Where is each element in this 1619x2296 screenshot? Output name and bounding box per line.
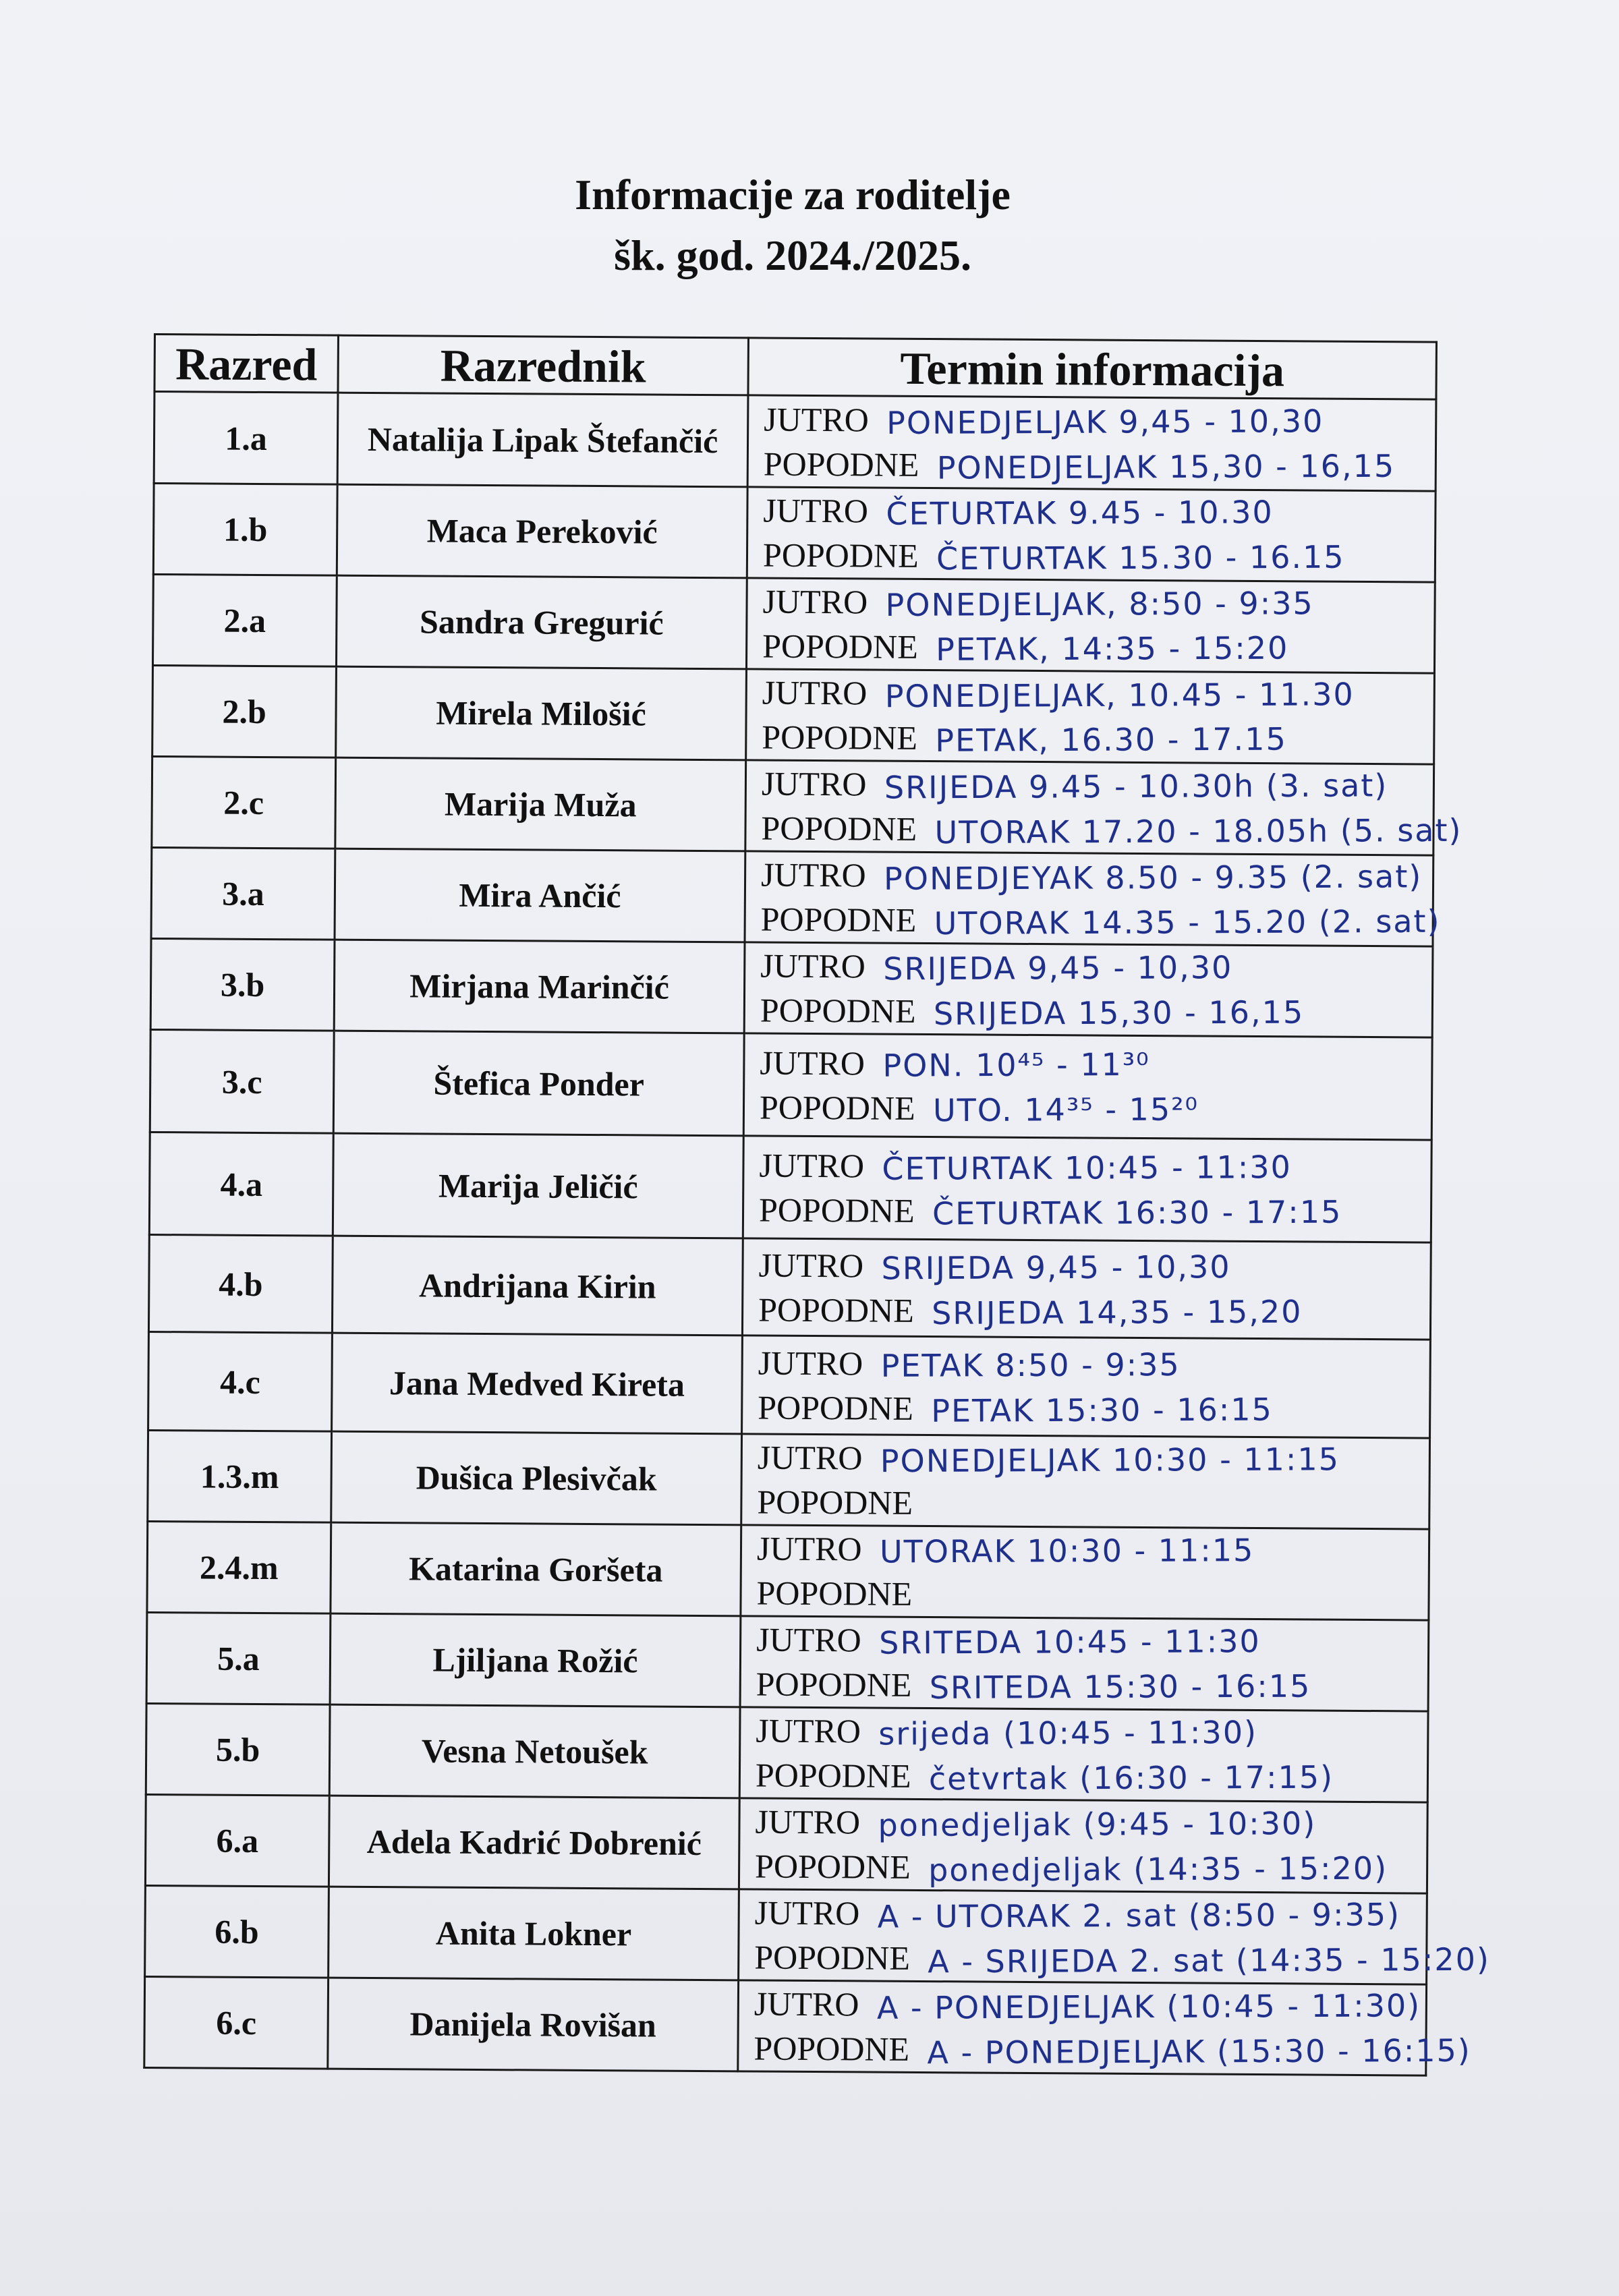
popodne-label: POPODNE <box>762 627 918 666</box>
razrednik-cell: Štefica Ponder <box>333 1031 744 1136</box>
jutro-handwritten-time: SRITEDA 10:45 - 11:30 <box>878 1623 1261 1661</box>
table-row <box>151 847 1433 946</box>
jutro-label: JUTRO <box>756 1529 862 1568</box>
popodne-line <box>758 1287 1429 1336</box>
jutro-line <box>755 1890 1426 1939</box>
popodne-handwritten-time: ponedjeljak (14:35 - 15:20) <box>928 1849 1388 1889</box>
razred-cell: 2.a <box>152 575 337 667</box>
razrednik-cell: Sandra Gregurić <box>336 575 747 669</box>
razred-cell: 4.b <box>148 1234 333 1333</box>
razred-cell: 2.c <box>152 756 336 849</box>
razrednik-cell: Katarina Goršeta <box>331 1522 741 1616</box>
popodne-line <box>755 1843 1426 1892</box>
razrednik-cell: Marija Muža <box>335 757 746 851</box>
termin-cell <box>744 942 1433 1037</box>
header-termin: Termin informacija <box>748 338 1437 399</box>
table-row <box>145 1885 1427 1984</box>
popodne-label: POPODNE <box>760 991 916 1030</box>
termin-cell <box>743 1033 1432 1140</box>
table-row <box>148 1331 1431 1438</box>
jutro-line <box>759 1143 1430 1191</box>
jutro-handwritten-time: A - UTORAK 2. sat (8:50 - 9:35) <box>877 1896 1400 1935</box>
jutro-handwritten-time: PONEDJELJAK 9,45 - 10,30 <box>886 402 1324 441</box>
popodne-label: POPODNE <box>758 1387 914 1427</box>
razrednik-cell: Mirela Milošić <box>336 666 747 760</box>
jutro-line <box>756 1617 1427 1665</box>
termin-cell <box>745 760 1462 855</box>
jutro-label: JUTRO <box>762 673 868 712</box>
popodne-handwritten-time: četvrtak (16:30 - 17:15) <box>928 1758 1334 1798</box>
termin-cell <box>743 1136 1431 1242</box>
popodne-handwritten-time: ČETURTAK 16:30 - 17:15 <box>932 1193 1342 1232</box>
popodne-handwritten-time: PETAK 15:30 - 16:15 <box>930 1391 1273 1429</box>
razrednik-cell: Andrijana Kirin <box>332 1236 743 1336</box>
jutro-line <box>760 1040 1431 1089</box>
schedule-table <box>143 333 1490 2077</box>
termin-cell <box>742 1238 1431 1340</box>
popodne-handwritten-time: SRIJEDA 14,35 - 15,20 <box>931 1293 1303 1331</box>
razred-cell: 2.4.m <box>147 1521 331 1613</box>
razred-cell: 2.b <box>152 666 337 758</box>
razred-cell: 6.a <box>145 1794 329 1887</box>
jutro-handwritten-time: SRIJEDA 9,45 - 10,30 <box>881 1248 1231 1286</box>
termin-cell <box>739 1798 1427 1893</box>
popodne-label: POPODNE <box>757 1483 913 1522</box>
jutro-label: JUTRO <box>760 1043 865 1082</box>
jutro-label: JUTRO <box>757 1438 863 1477</box>
jutro-label: JUTRO <box>755 1802 861 1841</box>
termin-cell <box>738 1980 1471 2075</box>
termin-cell <box>747 487 1436 582</box>
popodne-label: POPODNE <box>756 1574 913 1613</box>
popodne-line <box>760 1085 1431 1133</box>
popodne-line <box>762 624 1433 672</box>
popodne-label: POPODNE <box>755 1756 911 1795</box>
jutro-handwritten-time: PONEDJELJAK, 10.45 - 11.30 <box>884 676 1355 715</box>
razrednik-cell: Anita Lokner <box>329 1887 739 1980</box>
termin-cell <box>746 578 1435 673</box>
jutro-handwritten-time: SRIJEDA 9,45 - 10,30 <box>882 949 1232 987</box>
jutro-handwritten-time: ČETURTAK 9.45 - 10.30 <box>885 494 1274 532</box>
jutro-label: JUTRO <box>754 1984 859 2024</box>
termin-cell <box>745 851 1441 946</box>
razrednik-cell: Adela Kadrić Dobrenić <box>329 1796 739 1889</box>
jutro-handwritten-time: SRIJEDA 9.45 - 10.30h (3. sat) <box>884 767 1388 806</box>
popodne-handwritten-time: ČETURTAK 15.30 - 16.15 <box>936 538 1345 577</box>
popodne-label: POPODNE <box>754 1938 911 1977</box>
jutro-line <box>762 762 1433 810</box>
popodne-line <box>756 1661 1427 1710</box>
jutro-line <box>764 397 1435 445</box>
termin-cell <box>741 1525 1429 1620</box>
header-row <box>154 335 1436 400</box>
popodne-handwritten-time: PETAK, 16.30 - 17.15 <box>934 720 1287 759</box>
popodne-line <box>763 533 1434 581</box>
jutro-label: JUTRO <box>759 1146 865 1184</box>
jutro-handwritten-time: PONEDJELJAK, 8:50 - 9:35 <box>885 585 1314 623</box>
popodne-label: POPODNE <box>756 1665 912 1704</box>
jutro-label: JUTRO <box>764 400 869 438</box>
jutro-line <box>758 1435 1429 1483</box>
title-line-1: Informacije za roditelje <box>575 171 1011 219</box>
popodne-line <box>764 441 1435 490</box>
header-razred: Razred <box>154 335 339 393</box>
jutro-handwritten-time: PONEDJEYAK 8.50 - 9.35 (2. sat) <box>883 858 1422 897</box>
razrednik-cell: Mirjana Marinčić <box>334 940 745 1033</box>
razred-cell: 3.a <box>151 847 335 940</box>
razrednik-cell: Maca Pereković <box>337 484 747 578</box>
table-row <box>150 938 1433 1037</box>
popodne-line <box>754 1934 1490 1983</box>
popodne-line <box>756 1752 1427 1801</box>
table-row <box>152 756 1434 855</box>
header-razrednik: Razrednik <box>338 335 749 395</box>
jutro-line <box>763 488 1434 537</box>
jutro-line <box>762 670 1433 719</box>
razred-cell: 3.b <box>150 938 335 1031</box>
jutro-handwritten-time: A - PONEDJELJAK (10:45 - 11:30) <box>876 1987 1421 2026</box>
jutro-label: JUTRO <box>763 491 869 530</box>
popodne-line <box>760 988 1431 1037</box>
popodne-line <box>757 1479 1428 1528</box>
razrednik-cell: Natalija Lipak Štefančić <box>337 393 748 487</box>
termin-cell <box>746 669 1435 764</box>
jutro-handwritten-time: srijeda (10:45 - 11:30) <box>878 1714 1257 1752</box>
table-row <box>147 1521 1429 1620</box>
razrednik-cell: Dušica Plesivčak <box>331 1431 742 1525</box>
popodne-label: POPODNE <box>762 718 918 757</box>
razred-cell: 1.b <box>153 484 337 576</box>
razred-cell: 5.b <box>146 1703 330 1796</box>
razrednik-cell: Marija Jeličić <box>333 1133 743 1238</box>
jutro-line <box>755 1799 1426 1847</box>
table-row <box>150 1029 1432 1140</box>
razred-cell: 4.c <box>148 1331 333 1431</box>
jutro-handwritten-time: ponedjeljak (9:45 - 10:30) <box>877 1805 1316 1843</box>
table-row <box>148 1234 1431 1340</box>
popodne-label: POPODNE <box>754 1847 911 1886</box>
table-row <box>152 666 1435 765</box>
popodne-label: POPODNE <box>754 2029 910 2068</box>
jutro-label: JUTRO <box>758 1246 864 1284</box>
popodne-label: POPODNE <box>758 1190 915 1230</box>
table-row <box>144 1976 1427 2075</box>
termin-cell <box>740 1616 1429 1711</box>
popodne-handwritten-time: A - PONEDJELJAK (15:30 - 16:15) <box>926 2032 1471 2071</box>
razred-cell: 6.b <box>145 1885 329 1978</box>
termin-cell <box>739 1889 1490 1984</box>
jutro-line <box>758 1242 1429 1291</box>
jutro-label: JUTRO <box>758 1344 863 1382</box>
popodne-handwritten-time: UTO. 14³⁵ - 15²⁰ <box>932 1090 1199 1128</box>
jutro-label: JUTRO <box>762 582 868 621</box>
jutro-label: JUTRO <box>756 1620 861 1659</box>
popodne-line <box>760 897 1441 946</box>
popodne-label: POPODNE <box>761 809 917 848</box>
popodne-label: POPODNE <box>759 1088 915 1127</box>
jutro-line <box>762 579 1433 628</box>
razred-cell: 5.a <box>146 1612 331 1704</box>
razred-cell: 1.a <box>154 392 338 485</box>
jutro-line <box>756 1708 1427 1756</box>
jutro-handwritten-time: PONEDJELJAK 10:30 - 11:15 <box>880 1441 1340 1480</box>
popodne-handwritten-time: UTORAK 17.20 - 18.05h (5. sat) <box>934 811 1462 851</box>
popodne-handwritten-time: SRIJEDA 15,30 - 16,15 <box>933 994 1304 1032</box>
termin-cell <box>747 395 1436 491</box>
popodne-handwritten-time: PONEDJELJAK 15,30 - 16,15 <box>936 447 1395 486</box>
termin-cell <box>742 1336 1431 1438</box>
popodne-line <box>758 1385 1429 1433</box>
jutro-line <box>760 944 1431 992</box>
jutro-label: JUTRO <box>754 1893 860 1932</box>
jutro-label: JUTRO <box>760 855 866 894</box>
popodne-label: POPODNE <box>763 444 919 484</box>
razrednik-cell: Ljiljana Rožić <box>330 1613 741 1707</box>
popodne-label: POPODNE <box>760 900 917 939</box>
razred-cell: 4.a <box>149 1132 333 1236</box>
popodne-label: POPODNE <box>758 1290 914 1329</box>
jutro-line <box>757 1526 1428 1574</box>
popodne-line <box>761 806 1462 855</box>
popodne-line <box>762 715 1433 764</box>
jutro-handwritten-time: PETAK 8:50 - 9:35 <box>880 1346 1181 1384</box>
jutro-handwritten-time: PON. 10⁴⁵ - 11³⁰ <box>882 1045 1150 1084</box>
popodne-line <box>759 1187 1430 1236</box>
popodne-line <box>756 1570 1427 1619</box>
table-row <box>148 1430 1430 1529</box>
jutro-line <box>758 1340 1429 1389</box>
table-row <box>149 1132 1431 1242</box>
razred-cell: 1.3.m <box>148 1430 332 1522</box>
jutro-line <box>761 853 1432 901</box>
jutro-label: JUTRO <box>756 1711 861 1750</box>
popodne-label: POPODNE <box>762 536 919 575</box>
table-row <box>146 1703 1428 1802</box>
jutro-line <box>754 1981 1425 2030</box>
table-body <box>144 392 1490 2076</box>
title-line-2: šk. god. 2024./2025. <box>614 231 971 279</box>
document-title <box>0 165 1585 286</box>
razrednik-cell: Danijela Rovišan <box>328 1978 739 2071</box>
razrednik-cell: Jana Medved Kireta <box>332 1333 743 1434</box>
table-row <box>154 392 1436 492</box>
jutro-label: JUTRO <box>760 946 866 985</box>
table-row <box>152 575 1435 674</box>
table-row <box>145 1794 1427 1893</box>
popodne-handwritten-time: PETAK, 14:35 - 15:20 <box>935 629 1289 668</box>
termin-cell <box>739 1707 1428 1802</box>
razred-cell: 6.c <box>144 1976 329 2069</box>
razrednik-cell: Mira Ančić <box>335 849 745 942</box>
popodne-handwritten-time: A - SRIJEDA 2. sat (14:35 - 15:20) <box>927 1941 1490 1980</box>
jutro-handwritten-time: ČETURTAK 10:45 - 11:30 <box>881 1148 1292 1187</box>
jutro-label: JUTRO <box>761 764 867 803</box>
table-row <box>153 484 1436 583</box>
termin-cell <box>741 1434 1430 1529</box>
popodne-line <box>754 2026 1471 2074</box>
popodne-handwritten-time: UTORAK 14.35 - 15.20 (2. sat) <box>934 902 1441 942</box>
jutro-handwritten-time: UTORAK 10:30 - 11:15 <box>879 1532 1255 1570</box>
razrednik-cell: Vesna Netoušek <box>329 1704 740 1798</box>
popodne-handwritten-time: SRITEDA 15:30 - 16:15 <box>929 1667 1311 1706</box>
table-row <box>146 1612 1429 1711</box>
razred-cell: 3.c <box>150 1029 334 1133</box>
